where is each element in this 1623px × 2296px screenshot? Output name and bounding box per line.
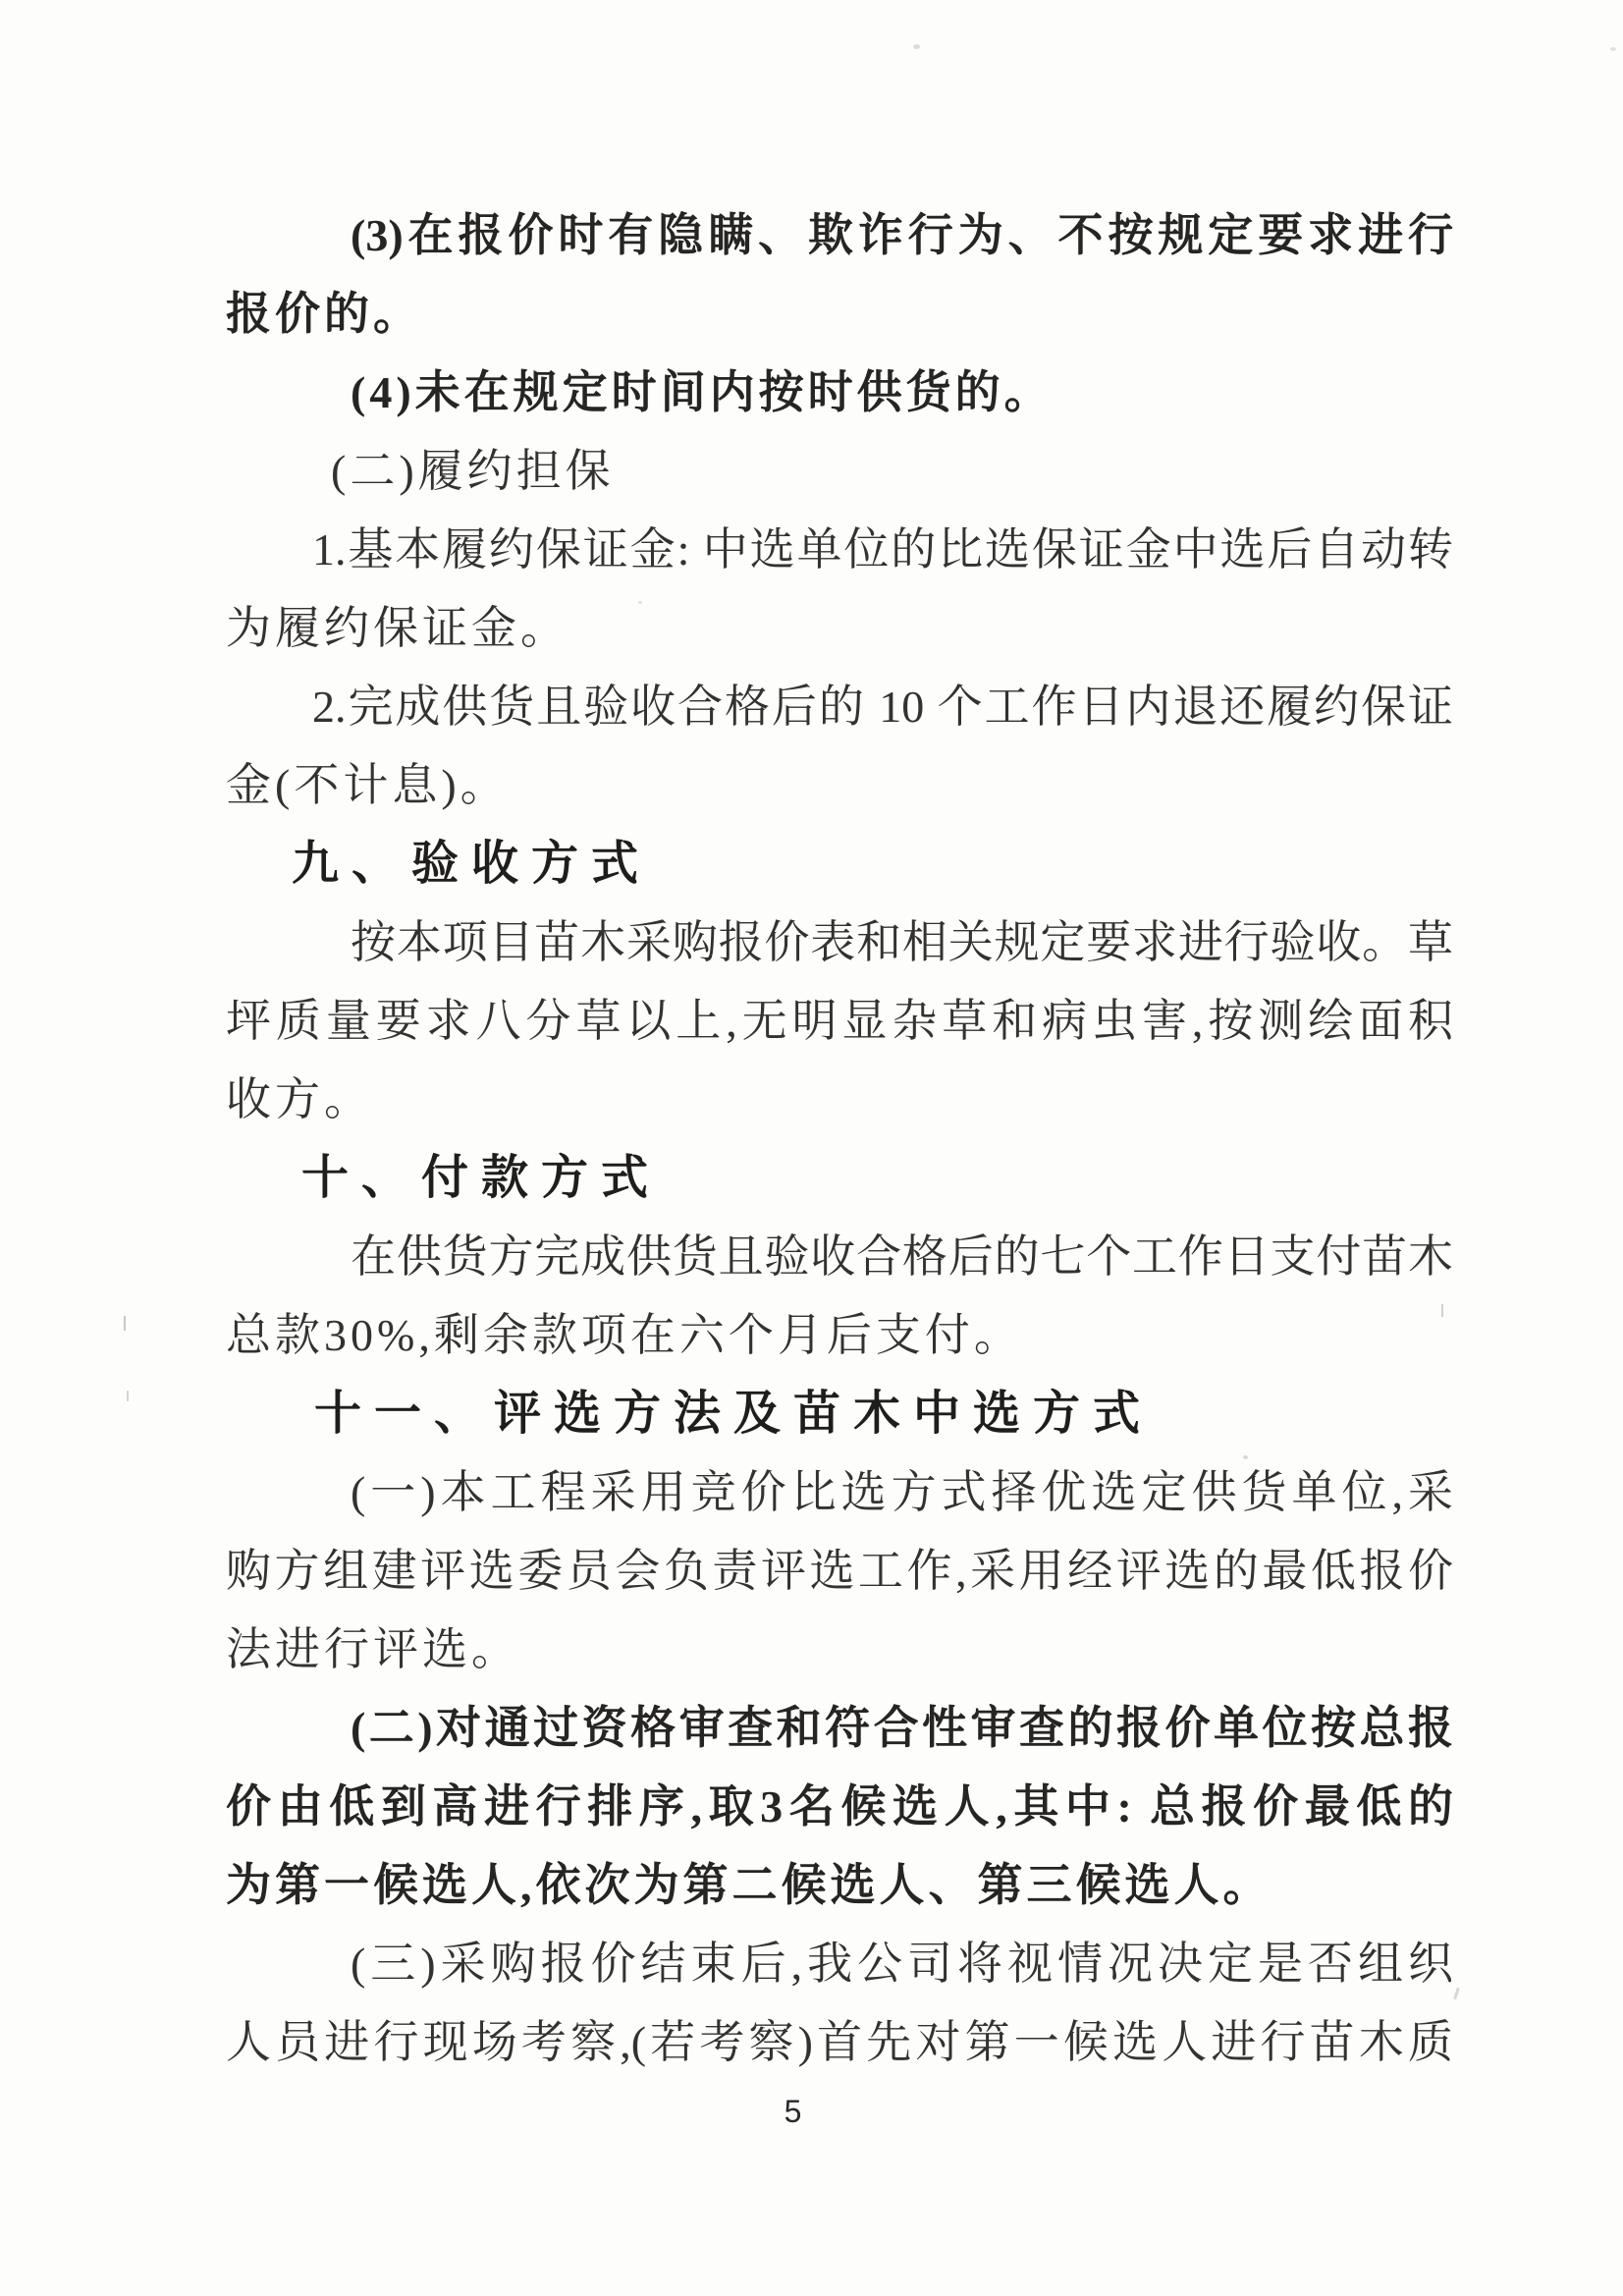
item-2-line: 金(不计息)。 xyxy=(226,760,510,810)
paragraph-line: 总款30%,剩余款项在六个月后支付。 xyxy=(226,1310,1023,1360)
item-2-line: 2.完成供货且验收合格后的 10 个工作日内退还履约保证 xyxy=(312,682,1453,732)
scan-artifact xyxy=(913,44,920,49)
paragraph-line-emphasis: 价由低到高进行排序,取3名候选人,其中: 总报价最低的 xyxy=(226,1781,1453,1831)
paragraph-line: (一)本工程采用竞价比选方式择优选定供货单位,采 xyxy=(351,1467,1453,1517)
scan-artifact xyxy=(124,1316,126,1331)
document-body xyxy=(226,196,1453,2082)
clause-3-line: 报价的。 xyxy=(226,289,422,339)
subsection-heading-performance-guarantee: (二)履约担保 xyxy=(331,446,615,496)
scan-artifact xyxy=(1453,1988,1460,1999)
item-1-line: 1.基本履约保证金: 中选单位的比选保证金中选后自动转 xyxy=(312,524,1453,574)
paragraph-line: 坪质量要求八分草以上,无明显杂草和病虫害,按测绘面积 xyxy=(226,996,1453,1046)
clause-4-line: (4)未在规定时间内按时供货的。 xyxy=(351,367,1054,417)
scan-artifact xyxy=(638,601,642,604)
section-heading-evaluation: 十一、评选方法及苗木中选方式 xyxy=(314,1388,1154,1440)
paragraph-line-emphasis: 为第一候选人,依次为第二候选人、第三候选人。 xyxy=(226,1860,1272,1910)
paragraph-line: 人员进行现场考察,(若考察)首先对第一候选人进行苗木质 xyxy=(226,2017,1453,2067)
paragraph-line: 按本项目苗木采购报价表和相关规定要求进行验收。草 xyxy=(351,917,1453,967)
paragraph-line: 购方组建评选委员会负责评选工作,采用经评选的最低报价 xyxy=(226,1546,1453,1596)
paragraph-line: 收方。 xyxy=(226,1074,373,1124)
paragraph-line: 法进行评选。 xyxy=(226,1624,520,1674)
clause-3-line: (3)在报价时有隐瞒、欺诈行为、不按规定要求进行 xyxy=(351,210,1453,260)
scan-artifact xyxy=(1441,1304,1443,1317)
item-1-line: 为履约保证金。 xyxy=(226,603,569,653)
scan-artifact xyxy=(1610,47,1616,51)
section-heading-payment: 十、付款方式 xyxy=(301,1152,662,1204)
paragraph-line-emphasis: (二)对通过资格审查和符合性审查的报价单位按总报 xyxy=(351,1703,1453,1753)
section-heading-acceptance: 九、验收方式 xyxy=(292,838,652,890)
paragraph-line: (三)采购报价结束后,我公司将视情况决定是否组织 xyxy=(351,1939,1453,1989)
paragraph-line: 在供货方完成供货且验收合格后的七个工作日支付苗木 xyxy=(351,1231,1453,1282)
scan-artifact xyxy=(127,1391,129,1401)
page-number: 5 xyxy=(784,2094,802,2129)
scan-artifact xyxy=(1243,1455,1248,1459)
